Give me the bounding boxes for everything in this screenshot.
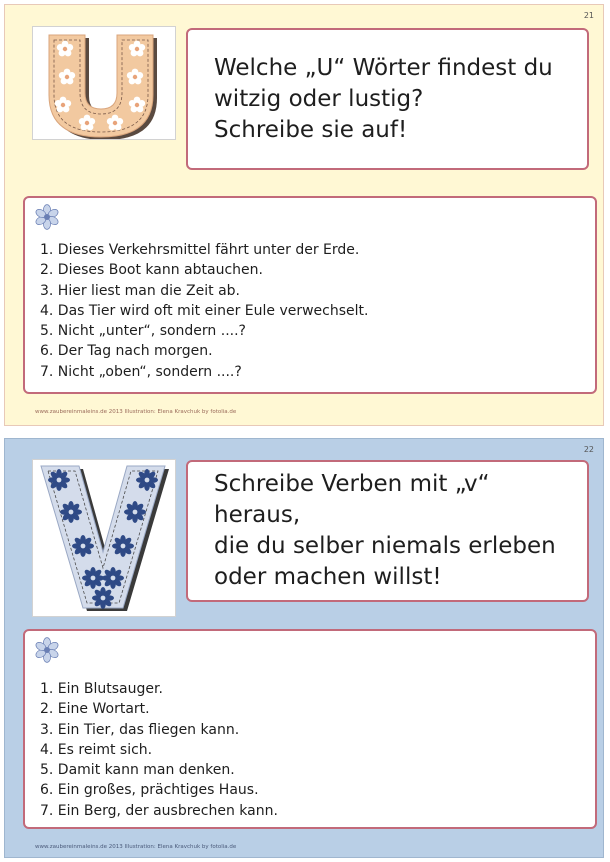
letter-u-graphic	[33, 27, 175, 139]
clue-item: 5. Nicht „unter“, sondern ....?	[40, 323, 246, 340]
clue-item: 6. Der Tag nach morgen.	[40, 343, 213, 360]
clue-item: 2. Dieses Boot kann abtauchen.	[40, 262, 263, 279]
card-21	[4, 4, 604, 426]
task-prompt	[186, 460, 589, 602]
letter-v-graphic	[33, 460, 175, 616]
clue-item: 1. Ein Blutsauger.	[40, 681, 163, 697]
clue-item: 7. Nicht „oben“, sondern ....?	[40, 363, 242, 380]
clue-list	[40, 240, 368, 382]
clue-item: 5. Damit kann man denken.	[40, 762, 235, 779]
card-22	[4, 438, 604, 858]
credit-line: www.zaubereinmaleins.de 2013 Illustration: Elena Kravchuk by fotolia.de	[35, 844, 237, 850]
clues-panel	[23, 629, 597, 829]
clues-panel	[23, 196, 597, 394]
clue-item: 2. Eine Wortart.	[40, 701, 150, 718]
flower-icon	[33, 637, 61, 663]
task-prompt	[186, 28, 589, 170]
clue-item: 3. Hier liest man die Zeit ab.	[40, 282, 240, 299]
letter-u-illustration	[32, 26, 176, 140]
letter-v-illustration	[32, 459, 176, 617]
prompt-line-2: die du selber niemals erleben	[214, 533, 556, 559]
flower-icon	[33, 204, 61, 230]
card-number: 21	[583, 11, 594, 20]
card-number: 22	[583, 445, 594, 454]
credit-line: www.zaubereinmaleins.de 2013 Illustration: Elena Kravchuk by fotolia.de	[35, 409, 237, 415]
prompt-line-2: witzig oder lustig?	[214, 85, 424, 112]
clue-item: 4. Es reimt sich.	[40, 741, 153, 758]
task-prompt-text	[214, 53, 553, 146]
clue-list	[40, 679, 278, 821]
prompt-line-1: Welche „U“ Wörter findest du	[214, 54, 553, 81]
clue-item: 3. Ein Tier, das fliegen kann.	[40, 721, 240, 738]
clue-item: 6. Ein großes, prächtiges Haus.	[40, 782, 259, 799]
prompt-line-1: Schreibe Verben mit „v“ heraus,	[214, 471, 490, 528]
clue-item: 7. Ein Berg, der ausbrechen kann.	[40, 802, 278, 819]
task-prompt-text	[214, 469, 571, 593]
prompt-line-3: oder machen willst!	[214, 564, 442, 590]
clue-item: 1. Dieses Verkehrsmittel fährt unter der Erde.	[40, 242, 360, 258]
prompt-line-3: Schreibe sie auf!	[214, 116, 408, 143]
clue-item: 4. Das Tier wird oft mit einer Eule verwechselt.	[40, 302, 369, 319]
